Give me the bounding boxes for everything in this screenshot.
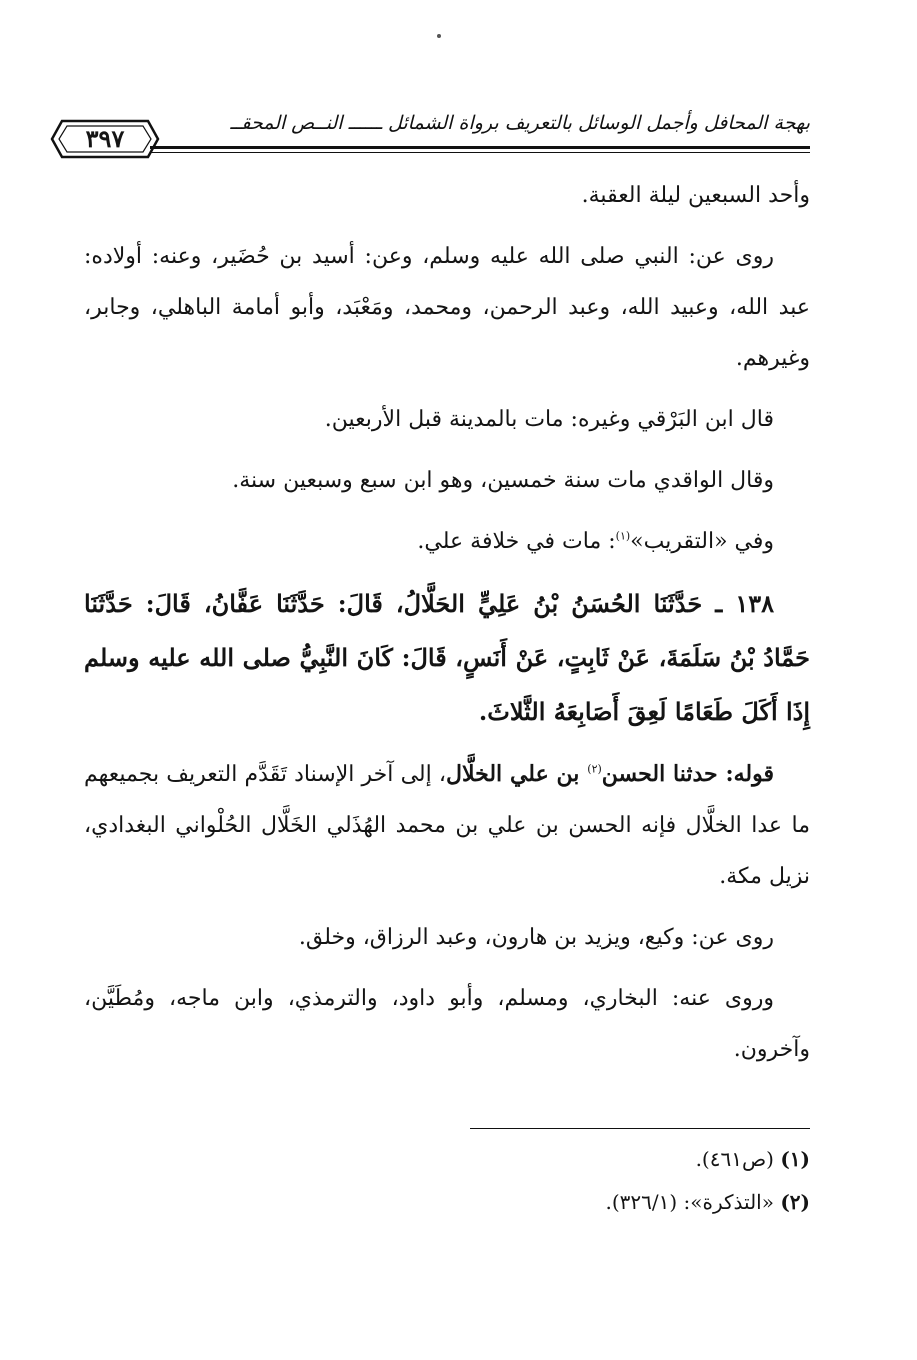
page-number: ٣٩٧: [85, 124, 125, 153]
header-rule-thin: [150, 152, 810, 153]
paragraph: [84, 516, 810, 567]
footnote-number: (٢): [780, 1190, 810, 1214]
paragraph: قال ابن البَرْقي وغيره: مات بالمدينة قبل الأربعين.: [324, 407, 774, 432]
hadith-text: ١٣٨ ـ حَدَّثَنَا الحُسَنُ بْنُ عَلِيٍّ الحَلَّالُ، قَالَ: حَدَّثَنَا عَفَّانُ، قَالَ: حَدَّثَنَا حَمَّادُ بْنُ سَلَمَةَ، عَنْ ثَابِتٍ، عَنْ أَنَسٍ، قَالَ: كَانَ النَّبِيُّ صلى الله عليه وسلم إِذَا أَكَلَ طَعَامًا لَعِقَ أَصَابِعَهُ الثَّلاثَ.: [84, 589, 810, 726]
paragraph: وقال الواقدي مات سنة خمسين، وهو ابن سبع وسبعين سنة.: [232, 468, 774, 493]
paragraph: وروى عنه: البخاري، ومسلم، وأبو داود، والترمذي، وابن ماجه، ومُطَيَّن، وآخرون.: [84, 986, 810, 1062]
page-header: [44, 104, 810, 160]
paragraph: [84, 749, 810, 902]
paragraph: وأحد السبعين ليلة العقبة.: [581, 183, 810, 208]
running-title: بهجة المحافل وأجمل الوسائل بالتعريف برواة الشمائل ــــــ النــص المحقــ: [230, 112, 810, 134]
footnotes: [300, 1138, 810, 1224]
paragraph: روى عن: وكيع، ويزيد بن هارون، وعبد الرزاق، وخلق.: [298, 925, 774, 950]
commentary-lead: بن علي الخلَّال: [446, 761, 588, 787]
footnote-text: «التذكرة»: (٣٢٦/١).: [605, 1190, 774, 1214]
footnote-number: (١): [780, 1147, 810, 1171]
page-number-badge: [50, 118, 160, 160]
paragraph-text: ، إلى آخر الإسناد تَقَدَّم التعريف بجميعهم ما عدا الخلَّال فإنه الحسن بن علي بن محمد الهُذَلي الخَلَّال الحُلْواني البغدادي، نزيل مكة.: [84, 762, 810, 889]
footnote-separator: [470, 1128, 810, 1129]
paragraph-text: : مات في خلافة علي.: [417, 529, 616, 554]
paragraph: روى عن: النبي صلى الله عليه وسلم، وعن: أسيد بن حُضَير، وعنه: أولاده: عبد الله، وعبيد الله، وعبد الرحمن، ومحمد، ومَعْبَد، وأبو أمامة الباهلي، وجابر، وغيرهم.: [84, 244, 810, 371]
footnote-ref: (١): [615, 529, 631, 543]
main-text: [84, 170, 810, 1085]
paragraph-text: وفي «التقريب»: [630, 529, 774, 554]
scan-speck: [437, 34, 441, 38]
commentary-lead: قوله: حدثنا الحسن: [601, 761, 774, 787]
header-rule: [150, 146, 810, 149]
footnote-text: (ص٤٦١).: [695, 1147, 774, 1171]
footnote-ref: (٢): [587, 762, 602, 776]
footnote: [300, 1181, 810, 1224]
footnote: [300, 1138, 810, 1181]
